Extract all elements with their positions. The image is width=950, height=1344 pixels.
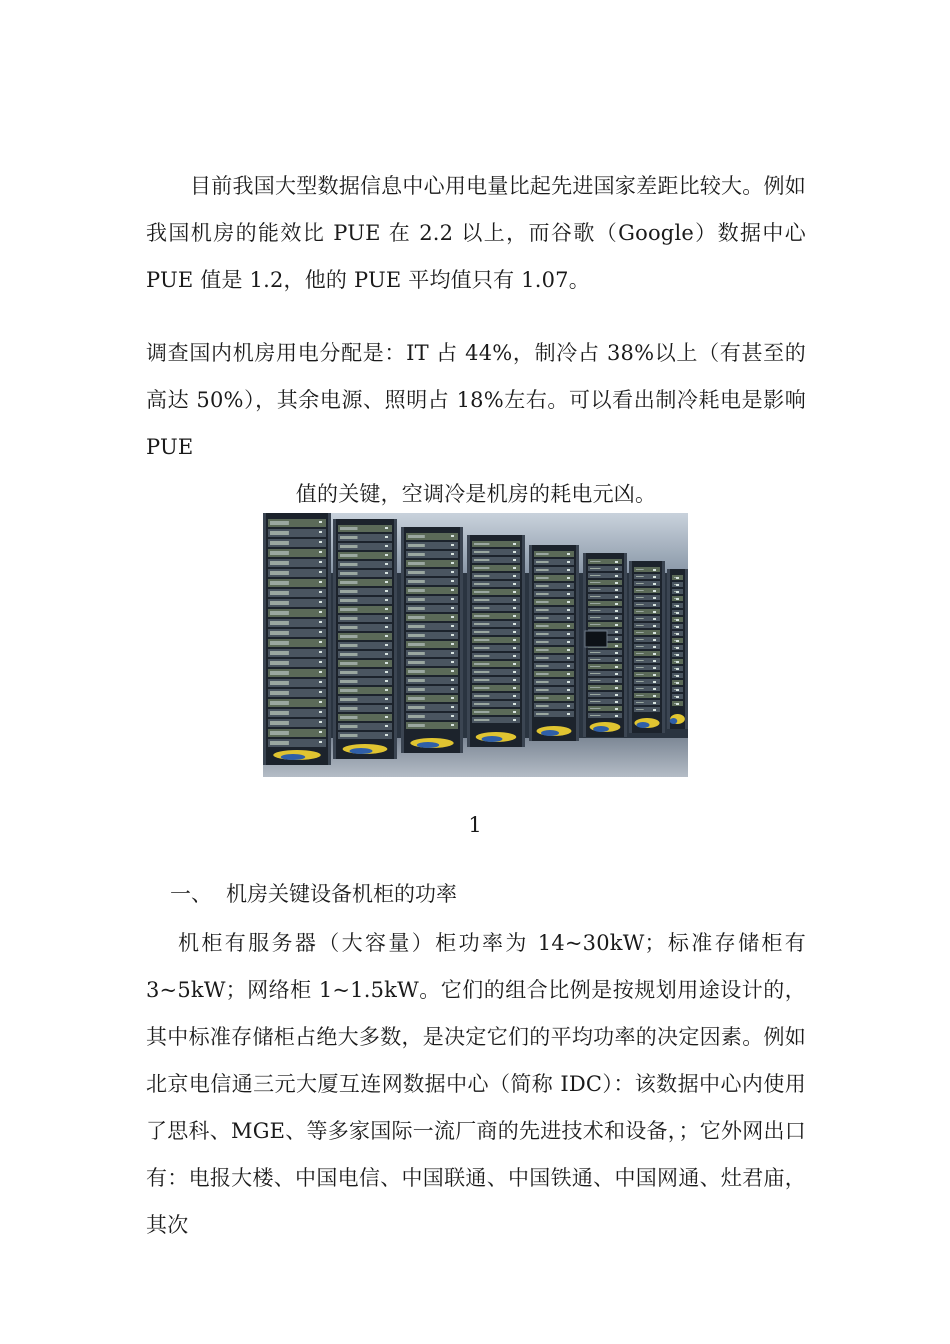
power-distribution-text: 调查国内机房用电分配是：IT 占 44%，制冷占 38%以上（有甚至的高达 50%），其余电源、照明占 18%左右。可以看出制冷耗电是影响 PUE (146, 341, 806, 459)
power-distribution-paragraph (146, 330, 806, 518)
intro-paragraph: 目前我国大型数据信息中心用电量比起先进国家差距比较大。例如我国机房的能效比 PUE 在 2.2 以上，而谷歌（Google）数据中心PUE 值是 1.2，他的 PUE 平均值只有 1.07。 (146, 174, 806, 292)
section-title: 机房关键设备机柜的功率 (226, 882, 457, 906)
section-heading (170, 874, 457, 914)
figure-caption: 1 (468, 813, 482, 837)
server-room-photo (263, 513, 688, 777)
section-body-paragraph: 机柜有服务器（大容量）柜功率为 14~30kW；标准存储柜有 3~5kW；网络柜 1~1.5kW。它们的组合比例是按规划用途设计的，其中标准存储柜占绝大多数，是决定它们的平均功率的决定因素。例如北京电信通三元大厦互连网数据中心（简称 IDC）：该数据中心内使用了思科、MGE、等多家国际一流厂商的先进技术和设备，；它外网出口有：电报大楼、中国电信、中国联通、中国铁通、中国网通、灶君庙，其次 (146, 931, 806, 1237)
section-number: 一、 (170, 882, 212, 906)
power-distribution-last-line: 值的关键，空调冷是机房的耗电元凶。 (295, 482, 657, 506)
